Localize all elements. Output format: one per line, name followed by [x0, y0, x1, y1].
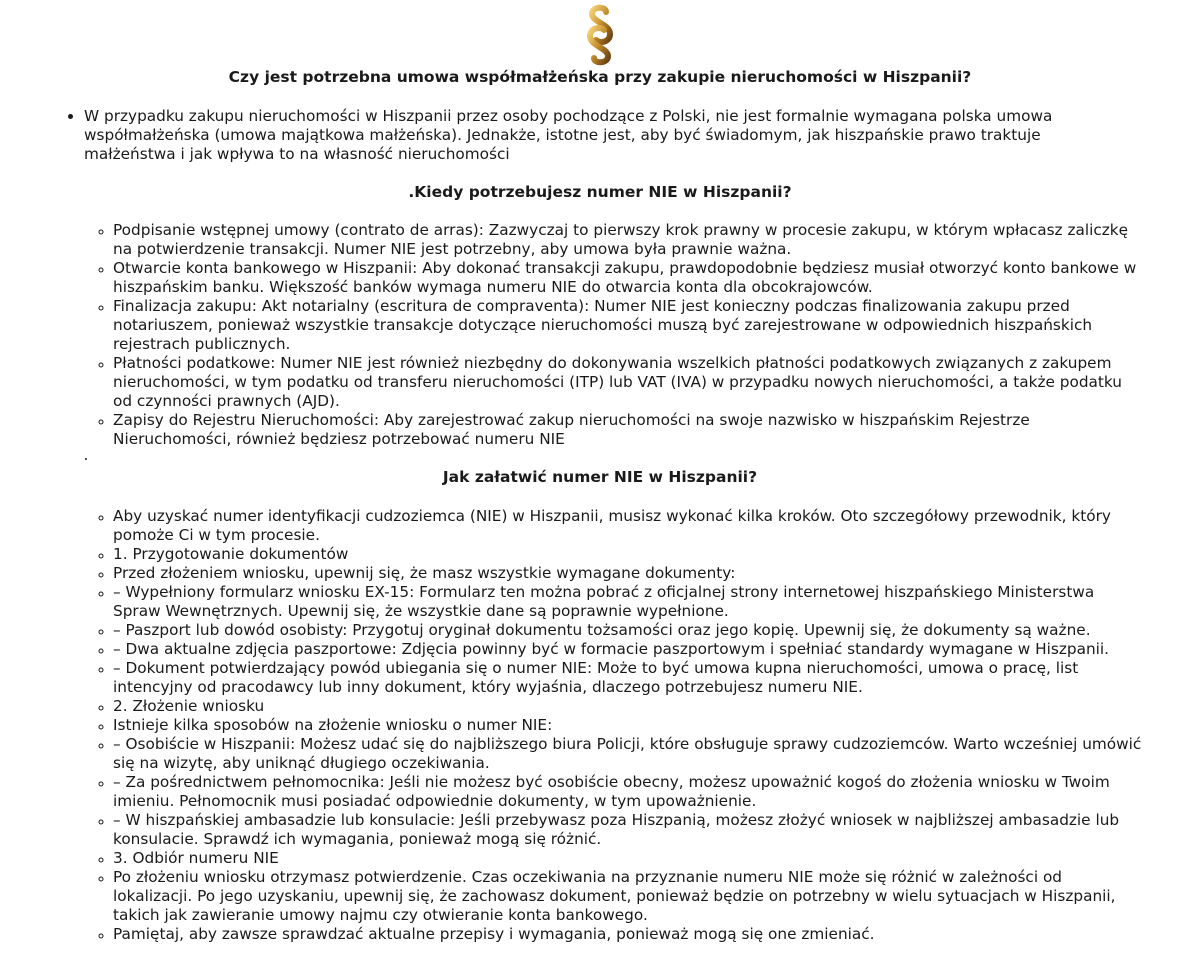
list-item: ◦ Przed złożeniem wniosku, upewnij się, że masz wszystkie wymagane dokumenty: [113, 564, 1145, 583]
list-item: ◦ Zapisy do Rejestru Nieruchomości: Aby zarejestrować zakup nieruchomości na swoje nazwisko w hiszpańskim Rejestrze Nieruchomości, również będziesz potrzebować numeru NIE [113, 411, 1145, 449]
intro-list [0, 107, 1100, 164]
list-item: ◦ – Osobiście w Hiszpanii: Możesz udać się do najbliższego biura Policji, które obsługuje sprawy cudzoziemców. Warto wcześniej umówić się na wizytę, aby uniknąć długiego oczekiwania. [113, 735, 1145, 773]
list-item: ◦ Istnieje kilka sposobów na złożenie wniosku o numer NIE: [113, 716, 1145, 735]
list-item: ◦ Po złożeniu wniosku otrzymasz potwierdzenie. Czas oczekiwania na przyznanie numeru NIE może się różnić w zależności od lokalizacji. Po jego uzyskaniu, upewnij się, że zachowasz dokument, ponieważ będzie on potrzebny w wielu sytuacjach w Hiszpanii, takich jak zawieranie umowy najmu czy otwieranie konta bankowego. [113, 868, 1145, 925]
list-item: ◦ – Za pośrednictwem pełnomocnika: Jeśli nie możesz być osobiście obecny, możesz upoważnić kogoś do złożenia wniosku w Twoim imieniu. Pełnomocnik musi posiadać odpowiednie dokumenty, w tym upoważnienie. [113, 773, 1145, 811]
list-item: ◦ Płatności podatkowe: Numer NIE jest również niezbędny do dokonywania wszelkich płatności podatkowych związanych z zakupem nieruchomości, w tym podatku od transferu nieruchomości (ITP) lub VAT (IVA) w przypadku nowych nieruchomości, a także podatku od czynności prawnych (AJD). [113, 354, 1145, 411]
stray-dot [85, 458, 87, 460]
list-item: ◦ Aby uzyskać numer identyfikacji cudzoziemca (NIE) w Hiszpanii, musisz wykonać kilka kroków. Oto szczegółowy przewodnik, który pomoże Ci w tym procesie. [113, 507, 1145, 545]
list-item: ◦ 2. Złożenie wniosku [113, 697, 1145, 716]
list-item: ◦ Podpisanie wstępnej umowy (contrato de arras): Zazwyczaj to pierwszy krok prawny w procesie zakupu, w którym wpłacasz zaliczkę na potwierdzenie transakcji. Numer NIE jest potrzebny, aby umowa była prawnie ważna. [113, 221, 1145, 259]
list-item: ◦ Finalizacja zakupu: Akt notarialny (escritura de compraventa): Numer NIE jest konieczny podczas finalizowania zakupu przed notariuszem, ponieważ wszystkie transakcje dotyczące nieruchomości muszą być zarejestrowane w odpowiednich hiszpańskich rejestrach publicznych. [113, 297, 1145, 354]
list-item: ◦ Pamiętaj, aby zawsze sprawdzać aktualne przepisy i wymagania, ponieważ mogą się one zmieniać. [113, 925, 1145, 944]
list-item: ◦ – Dwa aktualne zdjęcia paszportowe: Zdjęcia powinny być w formacie paszportowym i spełniać standardy wymagane w Hiszpanii. [113, 640, 1145, 659]
list-item: ◦ – W hiszpańskiej ambasadzie lub konsulacie: Jeśli przebywasz poza Hiszpanią, możesz złożyć wniosek w najbliższej ambasadzie lub konsulacie. Sprawdź ich wymagania, ponieważ mogą się różnić. [113, 811, 1145, 849]
list-item: ◦ – Dokument potwierdzający powód ubiegania się o numer NIE: Może to być umowa kupna nieruchomości, umowa o pracę, list intencyjny od pracodawcy lub inny dokument, który wyjaśnia, dlaczego potrzebujesz numeru NIE. [113, 659, 1145, 697]
list-item: ◦ – Wypełniony formularz wniosku EX-15: Formularz ten można pobrać z oficjalnej strony internetowej hiszpańskiego Ministerstwa Spraw Wewnętrznych. Upewnij się, że wszystkie dane są poprawnie wypełnione. [113, 583, 1145, 621]
section-heading-how: Jak załatwić numer NIE w Hiszpanii? [442, 468, 758, 486]
intro-paragraph: • W przypadku zakupu nieruchomości w Hiszpanii przez osoby pochodzące z Polski, nie jest formalnie wymagana polska umowa współmałżeńska (umowa majątkowa małżeńska). Jednakże, istotne jest, aby być świadomym, jak hiszpańskie prawo traktuje małżeństwa i jak wpływa to na własność nieruchomości [84, 107, 1100, 164]
how-list [0, 507, 1145, 944]
list-item: ◦ 1. Przygotowanie dokumentów [113, 545, 1145, 564]
list-item: ◦ 3. Odbiór numeru NIE [113, 849, 1145, 868]
list-item: ◦ – Paszport lub dowód osobisty: Przygotuj oryginał dokumentu tożsamości oraz jego kopię. Upewnij się, że dokumenty są ważne. [113, 621, 1145, 640]
main-heading: Czy jest potrzebna umowa współmałżeńska przy zakupie nieruchomości w Hiszpanii? [228, 68, 972, 86]
list-item: ◦ Otwarcie konta bankowego w Hiszpanii: Aby dokonać transakcji zakupu, prawdopodobnie będziesz musiał otworzyć konto bankowe w hiszpańskim banku. Większość banków wymaga numeru NIE do otwarcia konta dla obcokrajowców. [113, 259, 1145, 297]
section-sign-logo-icon [582, 4, 618, 66]
when-list [0, 221, 1145, 449]
section-heading-when: .Kiedy potrzebujesz numer NIE w Hiszpanii? [408, 183, 792, 201]
